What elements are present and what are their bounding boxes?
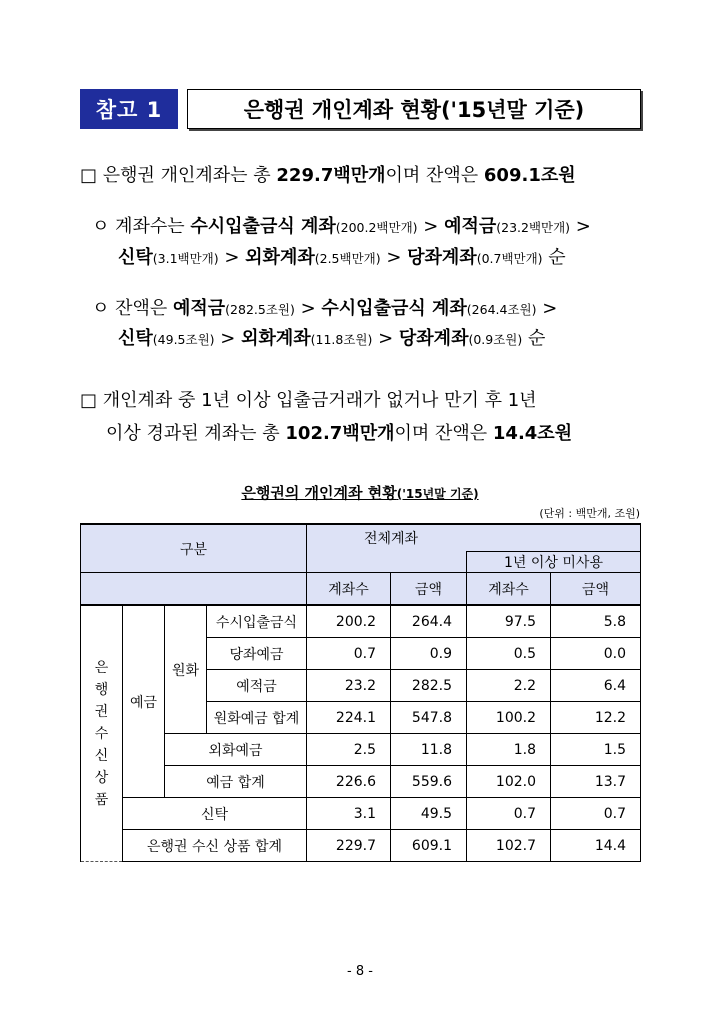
cell-value: 547.8 bbox=[391, 702, 467, 734]
square-bullet: □ bbox=[80, 165, 98, 186]
text-run: > bbox=[570, 216, 591, 237]
cell-value: 5.8 bbox=[551, 605, 641, 638]
paragraph-1 bbox=[80, 161, 576, 187]
text-run: > bbox=[536, 298, 558, 319]
cell-value: 1.5 bbox=[551, 734, 641, 766]
header-amount-dormant: 금액 bbox=[551, 573, 641, 606]
row-label: 신탁 bbox=[123, 798, 307, 830]
cell-value: 224.1 bbox=[307, 702, 391, 734]
cell-value: 1.8 bbox=[467, 734, 551, 766]
text-run: 수시입출금식 계좌 bbox=[321, 298, 467, 319]
text-run: > bbox=[417, 216, 445, 237]
text-run: (264.4조원) bbox=[466, 302, 537, 317]
header-total bbox=[307, 524, 641, 552]
header-dormant: 1년 이상 미사용 bbox=[467, 552, 641, 573]
row-label: 은행권 수신 상품 합계 bbox=[123, 830, 307, 862]
text-run: 당좌계좌 bbox=[407, 247, 477, 268]
bullet-2-line-1 bbox=[92, 294, 557, 320]
para2-count: 102.7백만개 bbox=[285, 423, 395, 444]
table-title-suffix: ('15년말 기준) bbox=[396, 487, 479, 501]
para1-text-mid: 이며 잔액은 bbox=[385, 165, 484, 186]
bullet-1-runs-2 bbox=[118, 247, 566, 268]
reference-badge: 참고 1 bbox=[80, 89, 178, 129]
para2-amount: 14.4조원 bbox=[492, 423, 573, 444]
header-total-label: 전체계좌 bbox=[363, 531, 419, 547]
cell-value: 14.4 bbox=[551, 830, 641, 862]
cell-value: 0.7 bbox=[467, 798, 551, 830]
para2-line2-pre: 이상 경과된 계좌는 총 bbox=[106, 423, 286, 444]
cell-value: 49.5 bbox=[391, 798, 467, 830]
row-label: 당좌예금 bbox=[207, 638, 307, 670]
cell-value: 12.2 bbox=[551, 702, 641, 734]
text-run: > bbox=[372, 328, 399, 349]
cell-value: 0.7 bbox=[551, 798, 641, 830]
text-run: > bbox=[294, 298, 322, 319]
text-run: (11.8조원) bbox=[310, 332, 373, 347]
side-group-text: 은 행 권 수 신 상 품 bbox=[94, 659, 109, 808]
para1-amount: 609.1조원 bbox=[483, 165, 576, 186]
table-title-main: 은행권의 개인계좌 현황 bbox=[241, 484, 397, 502]
cell-value: 559.6 bbox=[391, 766, 467, 798]
cell-value: 23.2 bbox=[307, 670, 391, 702]
page-title: 은행권 개인계좌 현황('15년말 기준) bbox=[187, 89, 641, 129]
page-number: - 8 - bbox=[347, 964, 373, 979]
text-run: > bbox=[380, 247, 408, 268]
bullet-2-line-2 bbox=[118, 324, 545, 350]
text-run: 예적금 bbox=[444, 216, 497, 237]
cell-value: 100.2 bbox=[467, 702, 551, 734]
header-category: 구분 bbox=[81, 524, 307, 573]
text-run: 외화계좌 bbox=[241, 328, 311, 349]
text-run: 신탁 bbox=[118, 247, 153, 268]
text-run: > bbox=[214, 328, 242, 349]
text-run: 외화계좌 bbox=[245, 247, 315, 268]
text-run: 순 bbox=[522, 328, 546, 349]
deposit-label: 예금 bbox=[123, 605, 165, 798]
row-label: 예적금 bbox=[207, 670, 307, 702]
text-run: 잔액은 bbox=[109, 298, 173, 319]
table-title bbox=[0, 482, 720, 503]
bullet-2-runs-1 bbox=[109, 298, 557, 319]
circle-bullet: ㅇ bbox=[92, 298, 110, 319]
para2-mid: 이며 잔액은 bbox=[394, 423, 493, 444]
side-group-label bbox=[81, 605, 123, 862]
row-label: 수시입출금식 bbox=[207, 605, 307, 638]
para1-count: 229.7백만개 bbox=[276, 165, 386, 186]
text-run: 당좌계좌 bbox=[398, 328, 469, 349]
bullet-2-runs-2 bbox=[118, 328, 545, 349]
cell-value: 97.5 bbox=[467, 605, 551, 638]
cell-value: 264.4 bbox=[391, 605, 467, 638]
text-run: > bbox=[218, 247, 246, 268]
row-label: 외화예금 bbox=[165, 734, 307, 766]
row-label: 예금 합계 bbox=[165, 766, 307, 798]
cell-value: 11.8 bbox=[391, 734, 467, 766]
paragraph-2-line-2 bbox=[106, 419, 572, 445]
cell-value: 0.0 bbox=[551, 638, 641, 670]
header-count-dormant: 계좌수 bbox=[467, 573, 551, 606]
cell-value: 229.7 bbox=[307, 830, 391, 862]
bullet-1-line-1 bbox=[92, 212, 591, 238]
cell-value: 6.4 bbox=[551, 670, 641, 702]
cell-value: 282.5 bbox=[391, 670, 467, 702]
text-run: (3.1백만개) bbox=[152, 251, 219, 266]
cell-value: 0.5 bbox=[467, 638, 551, 670]
para2-line1: 개인계좌 중 1년 이상 입출금거래가 없거나 만기 후 1년 bbox=[97, 390, 537, 411]
text-run: 신탁 bbox=[118, 328, 153, 349]
text-run: (2.5백만개) bbox=[314, 251, 381, 266]
circle-bullet: ㅇ bbox=[92, 216, 110, 237]
cell-value: 102.7 bbox=[467, 830, 551, 862]
won-label: 원화 bbox=[165, 605, 207, 734]
cell-value: 3.1 bbox=[307, 798, 391, 830]
header-count: 계좌수 bbox=[307, 573, 391, 606]
cell-value: 0.9 bbox=[391, 638, 467, 670]
text-run: (282.5조원) bbox=[225, 302, 295, 317]
cell-value: 2.2 bbox=[467, 670, 551, 702]
cell-value: 226.6 bbox=[307, 766, 391, 798]
bullet-1-line-2 bbox=[118, 243, 566, 269]
header-amount: 금액 bbox=[391, 573, 467, 606]
text-run: (200.2백만개) bbox=[335, 220, 418, 235]
row-label: 원화예금 합계 bbox=[207, 702, 307, 734]
cell-value: 0.7 bbox=[307, 638, 391, 670]
square-bullet: □ bbox=[80, 390, 98, 411]
account-table bbox=[80, 523, 641, 862]
text-run: (0.7백만개) bbox=[476, 251, 543, 266]
text-run: 순 bbox=[542, 247, 566, 268]
bullet-1-runs-1 bbox=[109, 216, 590, 237]
text-run: (23.2백만개) bbox=[496, 220, 571, 235]
cell-value: 609.1 bbox=[391, 830, 467, 862]
text-run: 수시입출금식 계좌 bbox=[190, 216, 336, 237]
text-run: (0.9조원) bbox=[468, 332, 523, 347]
cell-value: 102.0 bbox=[467, 766, 551, 798]
text-run: (49.5조원) bbox=[152, 332, 215, 347]
cell-value: 200.2 bbox=[307, 605, 391, 638]
text-run: 예적금 bbox=[173, 298, 226, 319]
table-unit: (단위 : 백만개, 조원) bbox=[539, 507, 640, 520]
paragraph-2-line-1 bbox=[80, 386, 537, 412]
para1-text-pre: 은행권 개인계좌는 총 bbox=[97, 165, 277, 186]
cell-value: 13.7 bbox=[551, 766, 641, 798]
text-run: 계좌수는 bbox=[109, 216, 191, 237]
cell-value: 2.5 bbox=[307, 734, 391, 766]
